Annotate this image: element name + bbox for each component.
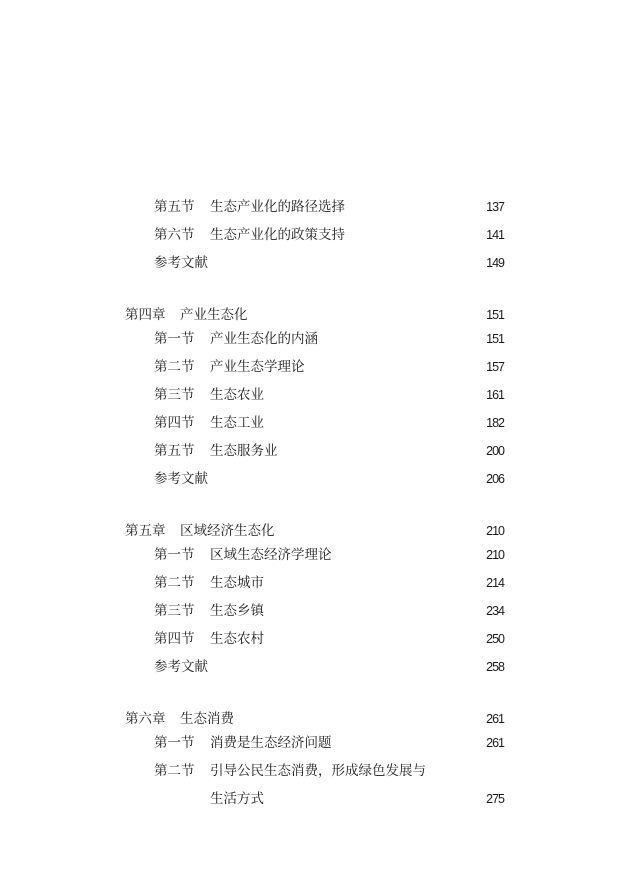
toc-entry-references[interactable]	[0, 253, 627, 273]
section-label: 第五节	[154, 199, 195, 215]
section-title: 生态农村	[210, 631, 264, 647]
toc-entry[interactable]	[0, 357, 627, 377]
section-title: 生态工业	[210, 415, 264, 431]
toc-entry-continuation[interactable]	[0, 789, 627, 809]
chapter-title: 区域经济生态化	[180, 523, 275, 539]
toc-entry-references[interactable]	[0, 469, 627, 489]
chapter-label: 第五章	[125, 523, 166, 539]
toc-entry[interactable]	[0, 573, 627, 593]
section-label: 第三节	[154, 387, 195, 403]
toc-entry[interactable]	[0, 545, 627, 565]
toc-entry[interactable]	[0, 385, 627, 405]
toc-entry[interactable]	[0, 601, 627, 621]
chapter-title: 生态消费	[180, 711, 234, 727]
toc-entry-references[interactable]	[0, 657, 627, 677]
page-number: 210	[486, 524, 504, 538]
toc-chapter-6[interactable]	[0, 709, 627, 729]
section-label: 第二节	[154, 359, 195, 375]
page-number: 200	[486, 444, 504, 458]
page-number: 141	[486, 228, 504, 242]
section-label: 第二节	[154, 575, 195, 591]
toc-entry[interactable]	[0, 413, 627, 433]
section-label: 第一节	[154, 547, 195, 563]
page-number: 258	[486, 660, 504, 674]
toc-entry[interactable]	[0, 733, 627, 753]
section-title: 生态产业化的路径选择	[210, 199, 345, 215]
section-title: 生态服务业	[210, 443, 278, 459]
page-number: 137	[486, 200, 504, 214]
page-number: 149	[486, 256, 504, 270]
section-title: 生态农业	[210, 387, 264, 403]
toc-entry[interactable]	[0, 629, 627, 649]
page-number: 275	[486, 792, 504, 806]
section-label: 第四节	[154, 631, 195, 647]
page-number: 210	[486, 548, 504, 562]
page-number: 234	[486, 604, 504, 618]
page-number: 214	[486, 576, 504, 590]
chapter-title: 产业生态化	[180, 307, 248, 323]
references-title: 参考文献	[154, 659, 208, 675]
section-title-continuation: 生活方式	[210, 791, 264, 807]
page-number: 261	[486, 712, 504, 726]
page-number: 261	[486, 736, 504, 750]
page-number: 161	[486, 388, 504, 402]
section-label: 第五节	[154, 443, 195, 459]
section-title: 生态城市	[210, 575, 264, 591]
section-title: 消费是生态经济问题	[210, 735, 332, 751]
chapter-label: 第六章	[125, 711, 166, 727]
chapter-label: 第四章	[125, 307, 166, 323]
page-number: 157	[486, 360, 504, 374]
section-label: 第三节	[154, 603, 195, 619]
toc-entry[interactable]	[0, 761, 627, 781]
references-title: 参考文献	[154, 471, 208, 487]
toc-entry[interactable]	[0, 441, 627, 461]
toc-entry[interactable]	[0, 225, 627, 245]
section-title: 引导公民生态消费，形成绿色发展与	[210, 763, 426, 779]
page-number: 151	[486, 332, 504, 346]
section-title: 区域生态经济学理论	[210, 547, 332, 563]
section-label: 第一节	[154, 331, 195, 347]
section-label: 第一节	[154, 735, 195, 751]
section-label: 第六节	[154, 227, 195, 243]
page-number: 206	[486, 472, 504, 486]
page-number: 182	[486, 416, 504, 430]
section-title: 产业生态学理论	[210, 359, 305, 375]
toc-chapter-5[interactable]	[0, 521, 627, 541]
section-label: 第二节	[154, 763, 195, 779]
section-title: 产业生态化的内涵	[210, 331, 318, 347]
section-title: 生态乡镇	[210, 603, 264, 619]
toc-chapter-4[interactable]	[0, 305, 627, 325]
references-title: 参考文献	[154, 255, 208, 271]
page-number: 250	[486, 632, 504, 646]
page-number: 151	[486, 308, 504, 322]
toc-entry[interactable]	[0, 329, 627, 349]
section-label: 第四节	[154, 415, 195, 431]
section-title: 生态产业化的政策支持	[210, 227, 345, 243]
toc-entry[interactable]	[0, 197, 627, 217]
